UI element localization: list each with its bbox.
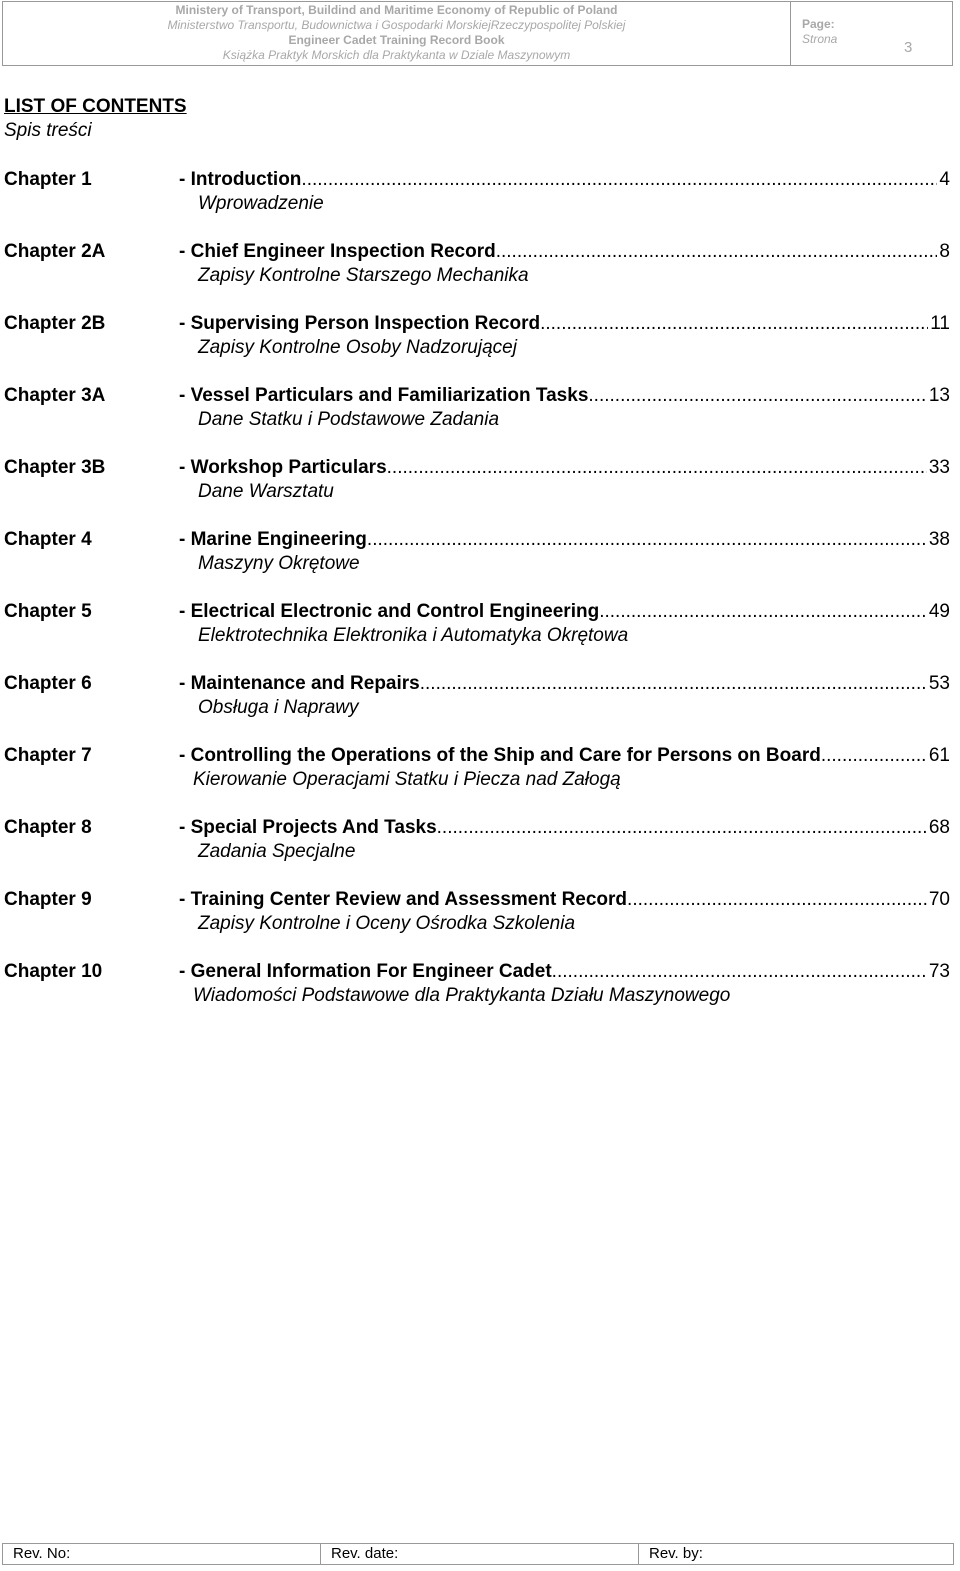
toc-row bbox=[4, 456, 950, 528]
toc-leader bbox=[301, 168, 937, 192]
toc-chapter: Chapter 9 bbox=[4, 889, 92, 910]
toc-page: 38 bbox=[928, 529, 950, 550]
toc-leader bbox=[588, 384, 926, 408]
toc-row bbox=[4, 888, 950, 960]
toc-row bbox=[4, 312, 950, 384]
toc-title-pl: Zapisy Kontrolne Osoby Nadzorującej bbox=[198, 337, 517, 358]
toc-leader bbox=[540, 312, 928, 336]
toc-chapter: Chapter 4 bbox=[4, 529, 92, 550]
toc-leader bbox=[367, 528, 927, 552]
toc-chapter: Chapter 10 bbox=[4, 961, 103, 982]
toc-chapter: Chapter 2B bbox=[4, 313, 106, 334]
toc-leader bbox=[420, 672, 927, 696]
toc-row bbox=[4, 816, 950, 888]
toc-entry[interactable] bbox=[179, 600, 950, 624]
header-book-en: Engineer Cadet Training Record Book bbox=[288, 33, 505, 47]
page-footer bbox=[2, 1543, 954, 1565]
toc-page: 11 bbox=[930, 313, 950, 334]
toc-title: - Electrical Electronic and Control Engineering bbox=[179, 601, 600, 622]
toc-chapter: Chapter 1 bbox=[4, 169, 92, 190]
toc-row bbox=[4, 528, 950, 600]
toc-page: 70 bbox=[928, 889, 950, 910]
toc-title: - Introduction bbox=[179, 169, 302, 190]
toc-entry[interactable] bbox=[179, 240, 950, 264]
page-label: Page: bbox=[802, 17, 835, 31]
toc-title-pl: Zadania Specjalne bbox=[198, 841, 356, 862]
toc-page: 33 bbox=[928, 457, 950, 478]
toc-title: - Chief Engineer Inspection Record bbox=[179, 241, 496, 262]
toc-leader bbox=[387, 456, 927, 480]
toc-chapter: Chapter 2A bbox=[4, 241, 106, 262]
toc-title-pl: Zapisy Kontrolne Starszego Mechanika bbox=[198, 265, 529, 286]
toc-entry[interactable] bbox=[179, 456, 950, 480]
table-of-contents bbox=[4, 168, 950, 1032]
toc-leader bbox=[599, 600, 927, 624]
toc-entry[interactable] bbox=[179, 168, 950, 192]
toc-title: - Vessel Particulars and Familiarization Tasks bbox=[179, 385, 589, 406]
toc-row bbox=[4, 168, 950, 240]
toc-entry[interactable] bbox=[179, 528, 950, 552]
page-label-pl: Strona bbox=[802, 32, 838, 46]
page-subtitle: Spis treści bbox=[4, 120, 92, 141]
page-number: 3 bbox=[904, 39, 913, 56]
page-header bbox=[2, 1, 953, 66]
page-title: LIST OF CONTENTS bbox=[4, 96, 187, 117]
toc-leader bbox=[627, 888, 927, 912]
toc-title-pl: Wiadomości Podstawowe dla Praktykanta Działu Maszynowego bbox=[193, 985, 731, 1006]
toc-entry[interactable] bbox=[179, 888, 950, 912]
toc-page: 73 bbox=[928, 961, 950, 982]
toc-row bbox=[4, 600, 950, 672]
toc-title-pl: Dane Warsztatu bbox=[198, 481, 334, 502]
toc-leader bbox=[821, 744, 927, 768]
toc-chapter: Chapter 8 bbox=[4, 817, 92, 838]
header-ministry-pl: Ministerstwo Transportu, Budownictwa i Gospodarki MorskiejRzeczypospolitej Polskiej bbox=[167, 18, 626, 32]
toc-title-pl: Elektrotechnika Elektronika i Automatyka Okrętowa bbox=[198, 625, 629, 646]
header-page-box bbox=[791, 2, 952, 65]
toc-page: 61 bbox=[928, 745, 950, 766]
toc-row bbox=[4, 384, 950, 456]
toc-page: 13 bbox=[928, 385, 950, 406]
toc-row bbox=[4, 960, 950, 1032]
toc-chapter: Chapter 7 bbox=[4, 745, 92, 766]
toc-page: 4 bbox=[939, 169, 950, 190]
toc-chapter: Chapter 5 bbox=[4, 601, 92, 622]
toc-title-pl: Dane Statku i Podstawowe Zadania bbox=[198, 409, 500, 430]
toc-leader bbox=[437, 816, 927, 840]
toc-title-pl: Kierowanie Operacjami Statku i Piecza nad Załogą bbox=[193, 769, 621, 790]
header-book-pl: Książka Praktyk Morskich dla Praktykanta w Dziale Maszynowym bbox=[222, 48, 571, 62]
toc-entry[interactable] bbox=[179, 384, 950, 408]
toc-title-pl: Maszyny Okrętowe bbox=[198, 553, 360, 574]
toc-title-pl: Obsługa i Naprawy bbox=[198, 697, 359, 718]
toc-chapter: Chapter 6 bbox=[4, 673, 92, 694]
toc-entry[interactable] bbox=[179, 672, 950, 696]
toc-page: 68 bbox=[928, 817, 950, 838]
toc-chapter: Chapter 3B bbox=[4, 457, 106, 478]
toc-title: - Marine Engineering bbox=[179, 529, 367, 550]
toc-title: - Workshop Particulars bbox=[179, 457, 387, 478]
toc-title-pl: Zapisy Kontrolne i Oceny Ośrodka Szkolenia bbox=[198, 913, 576, 934]
toc-entry[interactable] bbox=[179, 816, 950, 840]
toc-page: 53 bbox=[928, 673, 950, 694]
header-titles bbox=[3, 2, 791, 65]
footer-rev-no: Rev. No: bbox=[3, 1544, 321, 1564]
toc-page: 49 bbox=[928, 601, 950, 622]
footer-rev-date: Rev. date: bbox=[321, 1544, 639, 1564]
toc-row bbox=[4, 744, 950, 816]
toc-leader bbox=[496, 240, 938, 264]
toc-title: - Training Center Review and Assessment Record bbox=[179, 889, 628, 910]
toc-title: - Special Projects And Tasks bbox=[179, 817, 437, 838]
toc-title: - Maintenance and Repairs bbox=[179, 673, 420, 694]
toc-page: 8 bbox=[939, 241, 950, 262]
toc-entry[interactable] bbox=[179, 960, 950, 984]
toc-entry[interactable] bbox=[179, 312, 950, 336]
toc-row bbox=[4, 672, 950, 744]
toc-title-pl: Wprowadzenie bbox=[198, 193, 324, 214]
toc-title: - Supervising Person Inspection Record bbox=[179, 313, 541, 334]
toc-leader bbox=[552, 960, 927, 984]
toc-title: - General Information For Engineer Cadet bbox=[179, 961, 552, 982]
footer-rev-by: Rev. by: bbox=[649, 1545, 703, 1562]
toc-row bbox=[4, 240, 950, 312]
toc-title: - Controlling the Operations of the Ship and Care for Persons on Board bbox=[179, 745, 821, 766]
header-ministry-en: Ministery of Transport, Buildind and Maritime Economy of Republic of Poland bbox=[175, 3, 618, 17]
toc-chapter: Chapter 3A bbox=[4, 385, 106, 406]
toc-entry[interactable] bbox=[179, 744, 950, 768]
